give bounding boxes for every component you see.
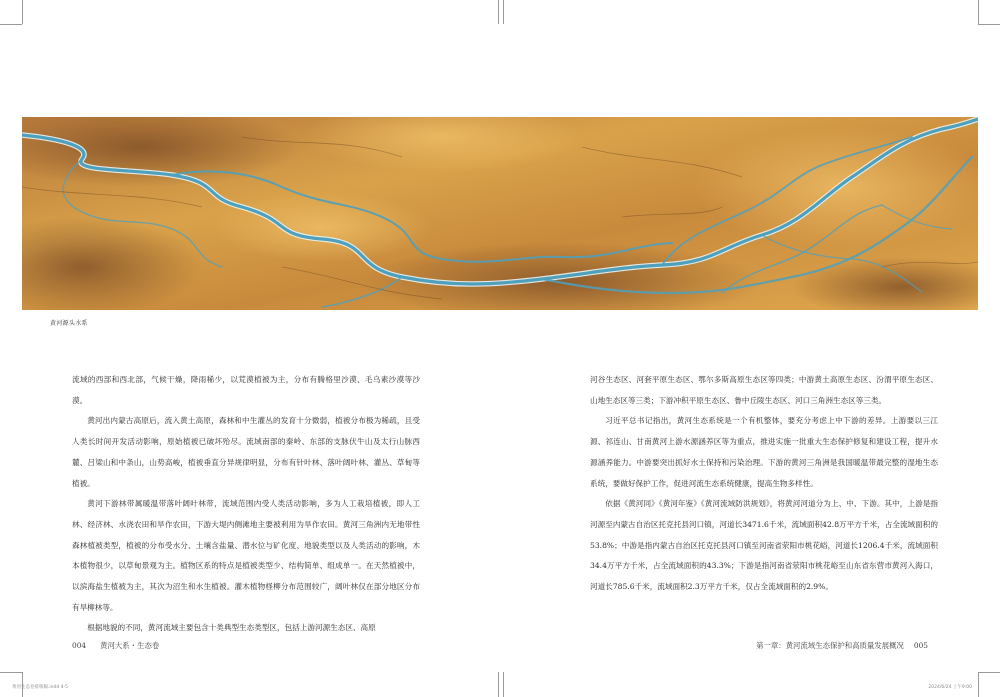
left-running-title: 黄河大系・生态卷 xyxy=(100,641,160,650)
right-page-body xyxy=(590,370,938,598)
crop-mark-bottom-right-h xyxy=(978,672,1000,673)
crop-mark-bottom-center-b xyxy=(503,672,504,697)
crop-mark-bottom-right xyxy=(978,672,979,697)
right-running-title: 第一章：黄河流域生态保护和高质量发展概况 xyxy=(756,641,904,650)
left-paragraph-1: 流域的西部和西北部，气候干燥，降雨稀少，以荒漠植被为主，分布有腾格里沙漠、毛乌素沙漠等沙漠。 xyxy=(72,375,420,405)
left-paragraph-4: 根据地貌的不同，黄河流域主要包含十类典型生态类型区，包括上游河源生态区、高原 xyxy=(87,623,376,633)
photo-caption: 黄河源头水系 xyxy=(50,320,88,327)
left-page-number: 004 xyxy=(72,641,87,650)
crop-mark-bottom-left-h xyxy=(0,672,22,673)
print-slug-date: 2024/6/24 上午9:00 xyxy=(928,685,972,690)
river-aerial-photo xyxy=(22,117,978,310)
crop-mark-top-left-h xyxy=(0,24,22,25)
right-page-footer xyxy=(756,640,928,651)
crop-mark-top-right-h xyxy=(978,24,1000,25)
crop-mark-top-right xyxy=(978,0,979,24)
right-paragraph-3: 依据《黄河同》《黄河年鉴》《黄河流域防洪规划》，将黄河河道分为上、中、下游。其中，上游是指河源至内蒙古自治区托克托县河口镇，河道长3471.6千米，流域面积42.8万平方千米，占全流域面积的53.8%；中游是指内蒙古自治区托克托县河口镇至河南省荥阳市桃花峪，河道长1206.4千米，流域面积34.4万平方千米，占全流域面积的43.3%；下游是指河南省荥阳市桃花峪至山东省东营市黄河入海口，河道长785.6千米，流域面积2.3万平方千米，仅占全流域面积的2.9%。 xyxy=(590,499,938,592)
right-paragraph-2: 习近平总书记指出，黄河生态系统是一个有机整体，要充分考虑上中下游的差异。上游要以三江源、祁连山、甘南黄河上游水源涵养区等为重点，推进实施一批重大生态保护修复和建设工程，提升水源涵养能力。中游要突出抓好水土保持和污染治理。下游的黄河三角洲是我国暖温带最完整的湿地生态系统，要做好保护工作，促进河流生态系统健康，提高生物多样性。 xyxy=(590,416,938,488)
left-page-body xyxy=(72,370,420,639)
crop-mark-top-center-b xyxy=(503,0,504,24)
right-paragraph-1: 河谷生态区、河套平原生态区、鄂尔多斯高原生态区等四类；中游黄土高原生态区、汾渭平原生态区、山地生态区等三类；下游冲积平原生态区、鲁中丘陵生态区、河口三角洲生态区等三类。 xyxy=(590,375,938,405)
right-page-number: 005 xyxy=(913,641,928,650)
left-paragraph-2: 黄河出内蒙古高原后，流入黄土高原，森林和中生灌丛的发育十分微弱，植被分布极为稀疏，且受人类长时间开发活动影响，原始植被已破坏殆尽。流域南部的秦岭、东部的支脉伏牛山及太行山脉西麓、吕梁山和中条山，山势高峻，植被垂直分异规律明显，分布有针叶林、落叶阔叶林、灌丛、草甸等植被。 xyxy=(72,416,420,488)
crop-mark-top-left xyxy=(22,0,23,24)
left-paragraph-3: 黄河下游林带属暖温带落叶阔叶林带，流域范围内受人类活动影响，多为人工栽培植被，即人工林、经济林、水浇农田和旱作农田，下游大堤内侧滩地主要被利用为旱作农田。黄河三角洲内无地带性森林植被类型，植被的分布受水分、土壤含盐量、潜水位与矿化度、地貌类型以及人类活动的影响，木本植物很少，以草甸景观为主。植物区系的特点是植被类型少、结构简单、组成单一。在天然植被中，以滨海盐生植被为主，其次为沼生和水生植被。灌木植物柽柳分布范围较广，阔叶林仅在部分地区分布有旱柳林等。 xyxy=(72,499,420,612)
print-slug-file: 黄河生态卷排版稿.indd 4-5 xyxy=(12,685,69,690)
crop-mark-top-center-a xyxy=(498,0,499,24)
crop-mark-bottom-center-a xyxy=(498,672,499,697)
left-page-footer xyxy=(72,640,159,651)
